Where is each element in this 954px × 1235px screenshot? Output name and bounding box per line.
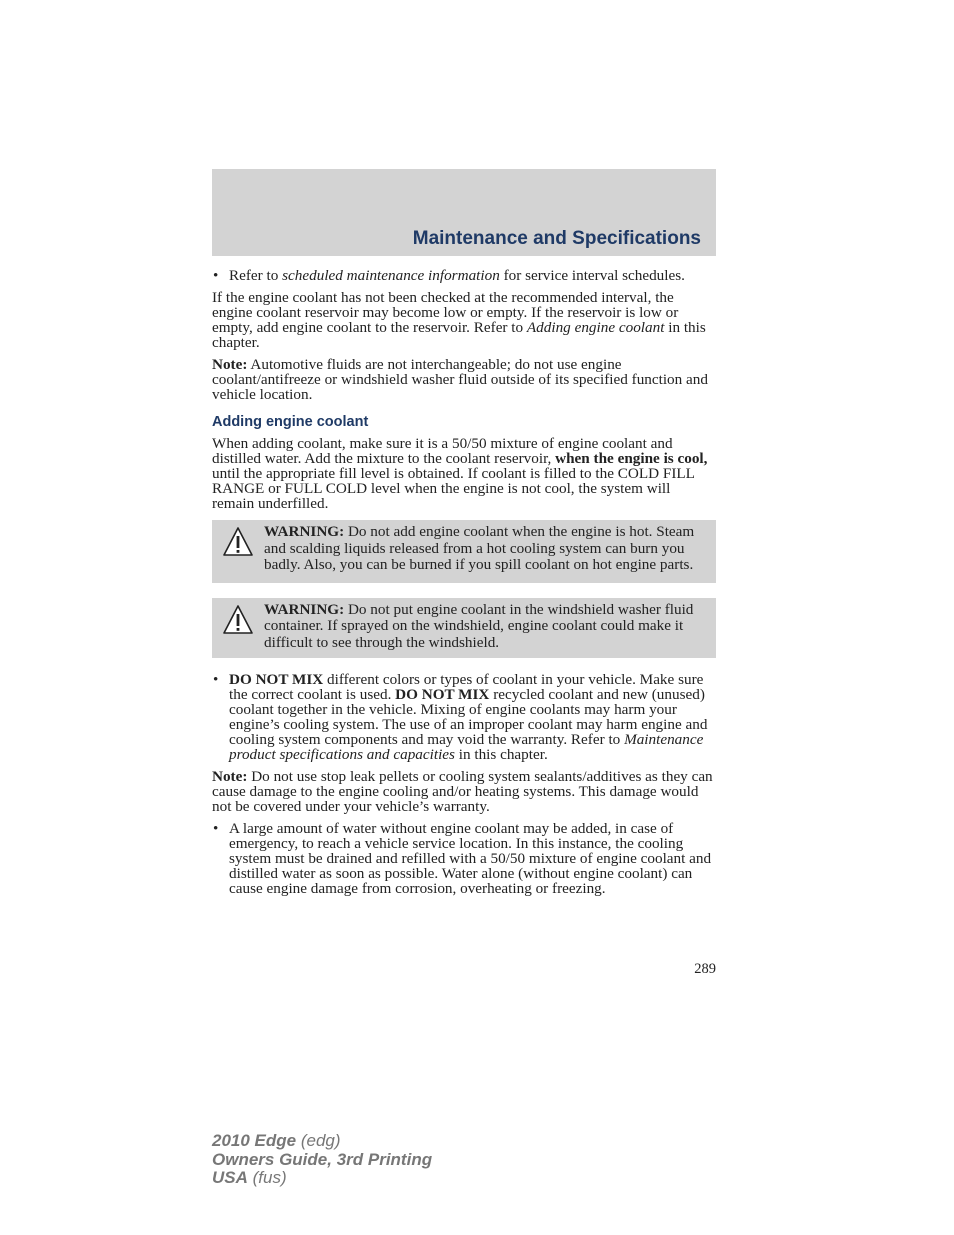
- note-text: Do not use stop leak pellets or cooling system sealants/additives as they can cause damage to the engine cooling and/or heating systems. This damage would not be covered under your vehicle’s warranty.: [212, 768, 713, 815]
- bullet-dot: •: [213, 671, 219, 688]
- footer-market: USA: [212, 1168, 248, 1187]
- subsection-heading: Adding engine coolant: [212, 414, 369, 430]
- bullet-item: [212, 672, 716, 762]
- footer-code: (edg): [296, 1131, 341, 1150]
- bullet-text: A large amount of water without engine coolant may be added, in case of emergency, to reach a vehicle service location. In this instance, the cooling system must be drained and refilled with a 50/50 mixture of engine coolant and distilled water as soon as possible. Water alone (without engine coolant) can cause engine damage from corrosion, overheating or freezing.: [229, 820, 712, 897]
- paragraph-text: When adding coolant, make sure it is a 50/50 mixture of engine coolant and distilled water. Add the mixture to the coolant reservoir,: [212, 435, 673, 467]
- page-content: [212, 268, 716, 903]
- footer-code: (fus): [247, 1168, 287, 1187]
- cross-reference: scheduled maintenance information: [282, 267, 500, 284]
- bullet-text: different colors or types of coolant in your vehicle. Make sure the correct coolant is used.: [229, 671, 704, 703]
- warning-triangle-icon: [222, 526, 254, 558]
- bullet-dot: •: [213, 820, 219, 837]
- footer-line: [212, 1169, 432, 1188]
- paragraph-emphasis: when the engine is cool,: [555, 450, 708, 467]
- section-header-band: [212, 169, 716, 256]
- note-text: Automotive fluids are not interchangeable; do not use engine coolant/antifreeze or windshield washer fluid outside of its specified function and vehicle location.: [212, 356, 708, 403]
- paragraph: [212, 436, 716, 511]
- section-title: Maintenance and Specifications: [412, 228, 701, 249]
- warning-label: WARNING:: [264, 523, 345, 540]
- bullet-emphasis: DO NOT MIX: [395, 686, 490, 703]
- warning-text: Do not put engine coolant in the windshield washer fluid container. If sprayed on the windshield, engine coolant could make it difficult to see through the windshield.: [264, 600, 694, 651]
- bullet-text: for service interval schedules.: [499, 267, 685, 284]
- warning-text: Do not add engine coolant when the engine is hot. Steam and scalding liquids released from a hot cooling system can burn you badly. Also, you can be burned if you spill coolant on hot engine parts.: [264, 523, 695, 573]
- spacer: [212, 658, 716, 672]
- footer-line: [212, 1151, 432, 1170]
- paragraph-text: until the appropriate fill level is obtained. If coolant is filled to the COLD FILL RANGE or FULL COLD level when the engine is not cool, the system will remain underfilled.: [212, 465, 695, 512]
- warning-box: [212, 520, 716, 583]
- document-footer: [212, 1132, 432, 1188]
- warning-triangle-icon: [222, 604, 254, 636]
- note-paragraph: [212, 769, 716, 814]
- bullet-text: in this chapter.: [454, 746, 548, 763]
- paragraph: [212, 290, 716, 350]
- footer-model: 2010 Edge: [212, 1131, 297, 1150]
- bullet-dot: •: [213, 267, 219, 284]
- cross-reference: Adding engine coolant: [526, 319, 665, 336]
- footer-guide: Owners Guide, 3rd Printing: [212, 1149, 433, 1169]
- paragraph-text: in this chapter.: [212, 319, 706, 351]
- paragraph-text: If the engine coolant has not been checked at the recommended interval, the engine coolant reservoir may become low or empty. If the reservoir is low or empty, add engine coolant to the reservoir. Refer to: [212, 289, 679, 336]
- footer-line: [212, 1132, 432, 1151]
- note-paragraph: [212, 357, 716, 402]
- warning-box: [212, 598, 716, 659]
- note-label: Note:: [212, 768, 248, 785]
- cross-reference: Maintenance product specifications and capacities: [229, 731, 704, 763]
- bullet-emphasis: DO NOT MIX: [229, 671, 324, 688]
- warning-label: WARNING:: [264, 600, 345, 618]
- bullet-text: Refer to: [229, 267, 283, 284]
- note-label: Note:: [212, 356, 248, 373]
- page-number: 289: [694, 961, 716, 977]
- bullet-item: [212, 268, 716, 283]
- bullet-text: recycled coolant and new (unused) coolant together in the vehicle. Mixing of engine coolants may harm your engine’s cooling system. The use of an improper coolant may harm engine and cooling system components and may void the warranty. Refer to: [229, 686, 708, 748]
- bullet-item: [212, 821, 716, 896]
